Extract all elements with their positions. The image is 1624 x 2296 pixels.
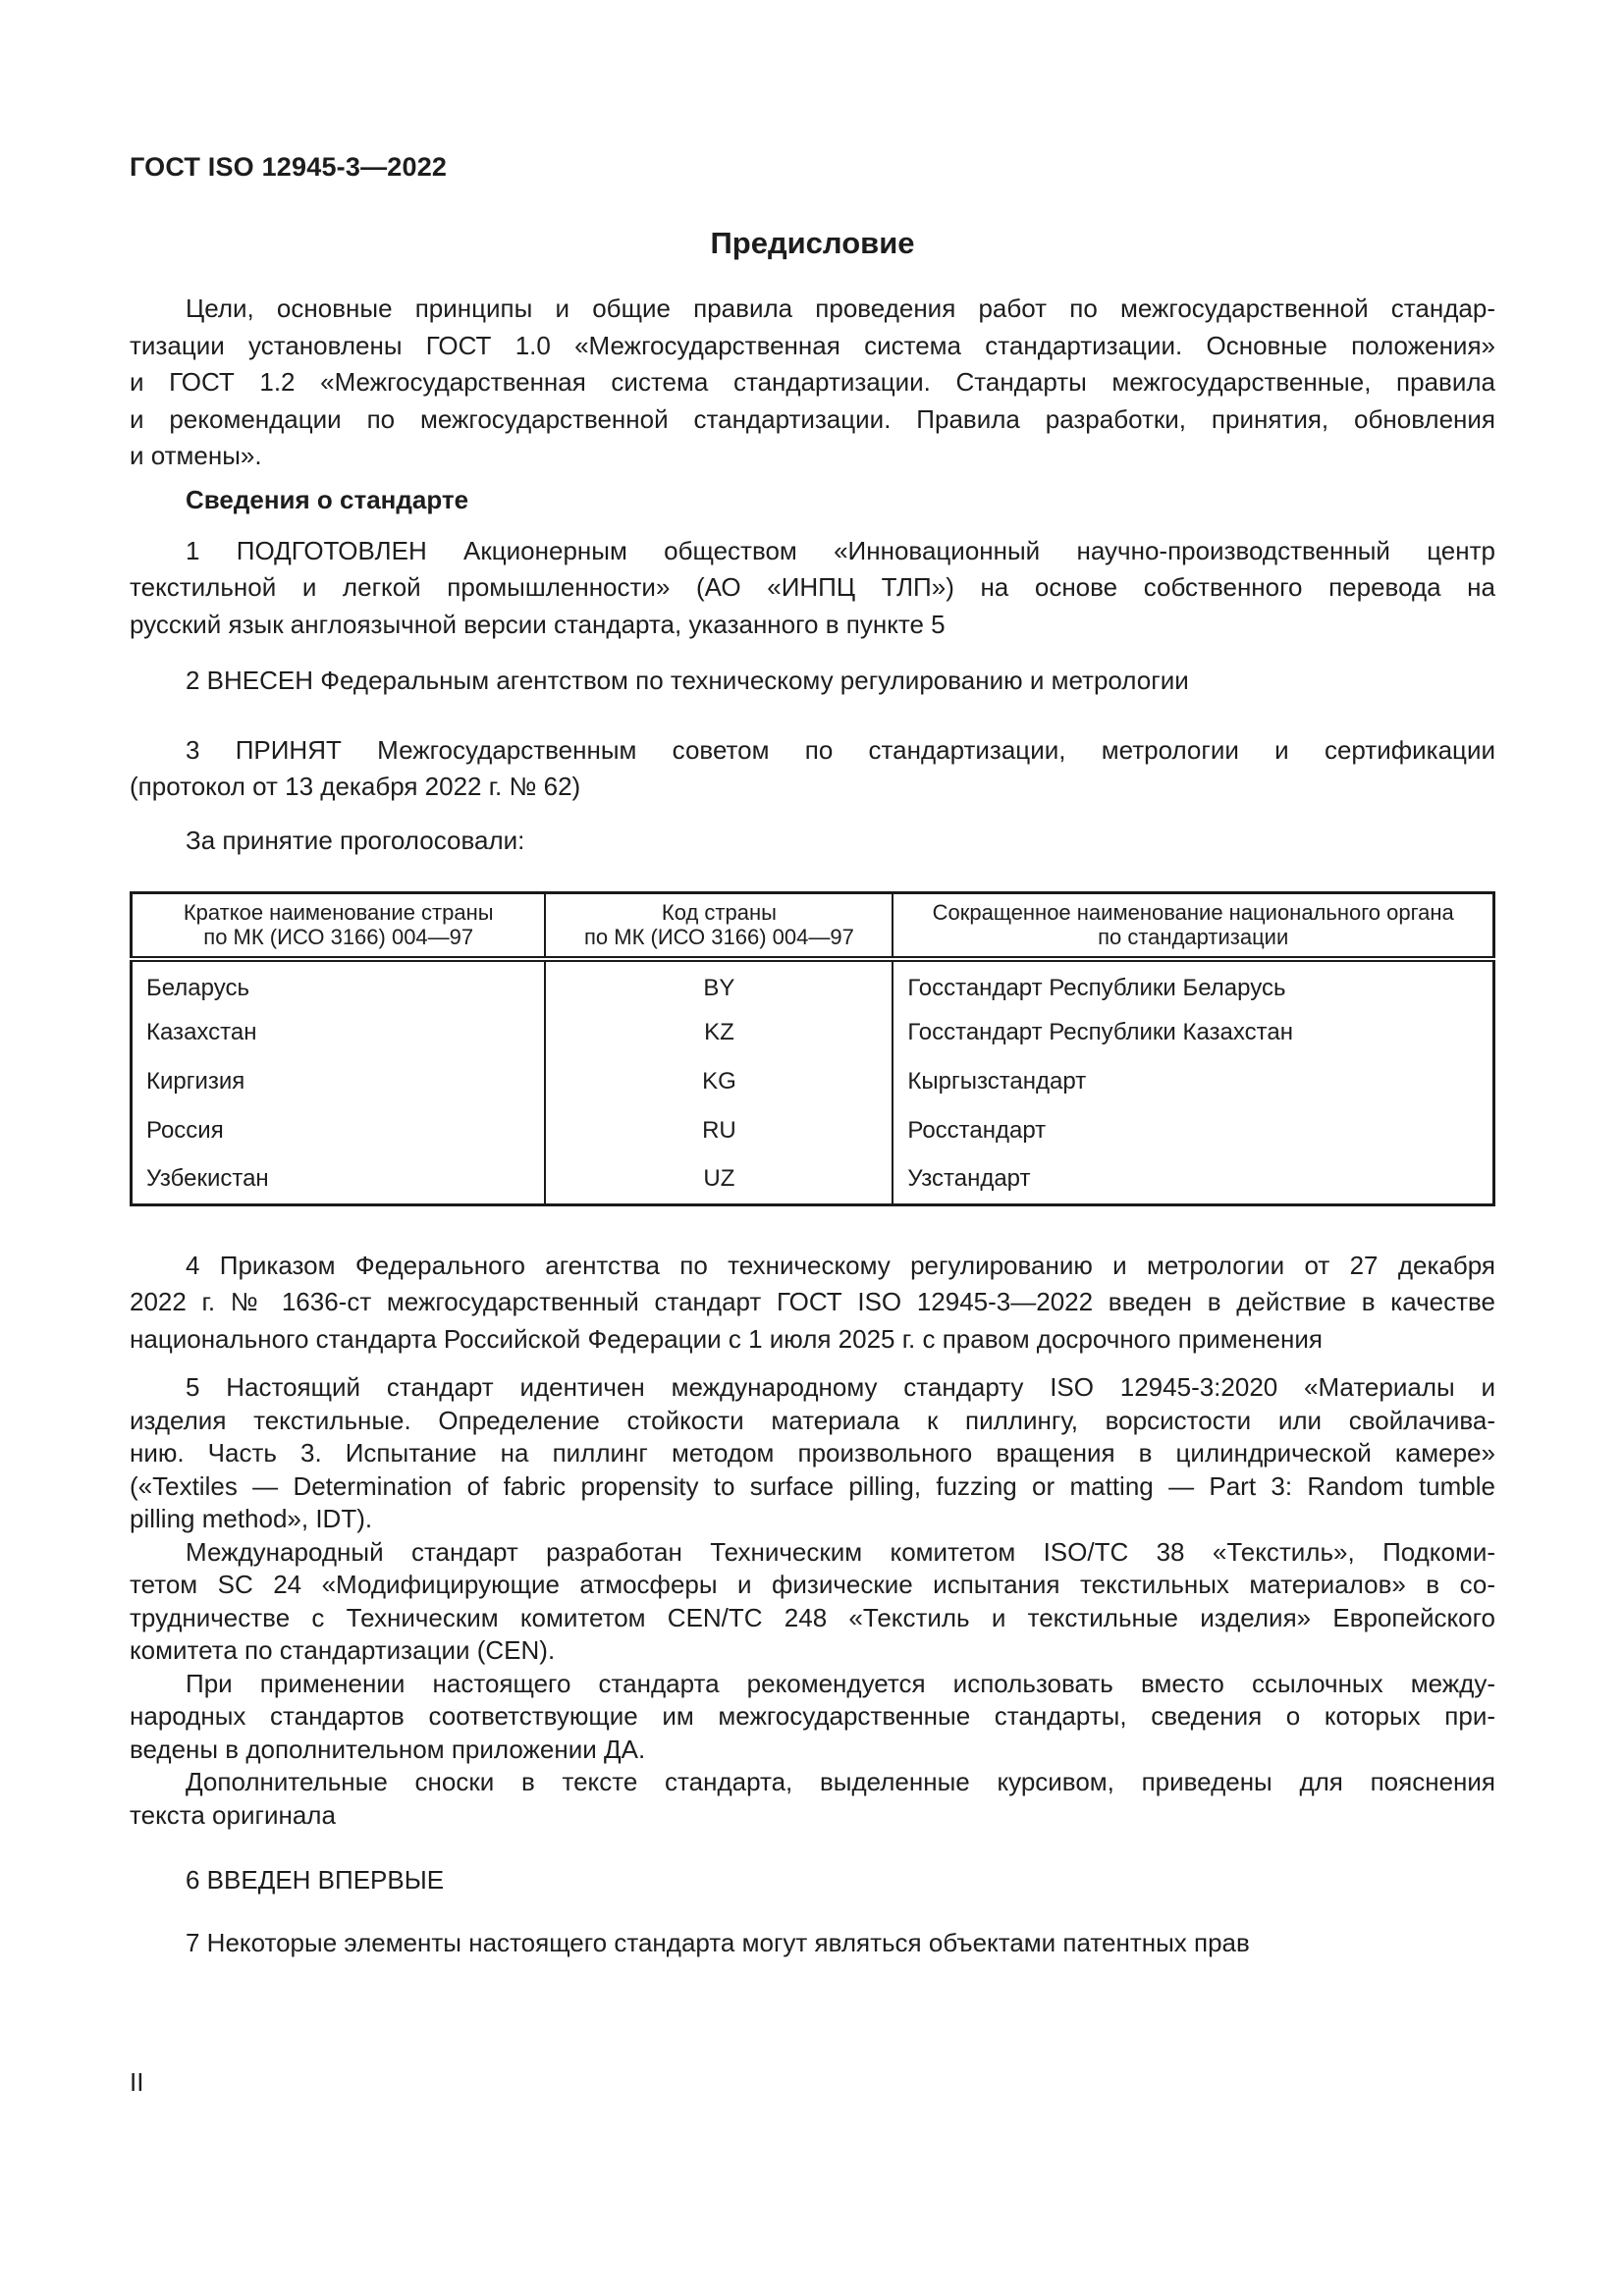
item-4-order bbox=[130, 1248, 1495, 1359]
page-number: II bbox=[130, 2067, 144, 2097]
header-line: по МК (ИСО 3166) 004—97 bbox=[203, 925, 474, 949]
item-2-submitted bbox=[130, 663, 1495, 700]
agency-cell: Кыргызстандарт bbox=[893, 1057, 1493, 1106]
voting-table-header bbox=[132, 893, 1494, 960]
vote-lead bbox=[130, 823, 1495, 860]
item-3-adopted bbox=[130, 732, 1495, 806]
text-line: Дополнительные сноски в тексте стандарта, выделенные курсивом, приведены для пояснения bbox=[186, 1767, 1495, 1796]
item-7-patent-rights bbox=[130, 1925, 1495, 1962]
agency-cell: Росстандарт bbox=[893, 1106, 1493, 1155]
voting-table bbox=[130, 891, 1495, 1206]
table-row bbox=[132, 1008, 1494, 1057]
text-line: ведены в дополнительном приложении ДА. bbox=[130, 1734, 646, 1764]
page-title: Предисловие bbox=[710, 226, 915, 260]
code-cell: BY bbox=[545, 959, 893, 1008]
code-cell: KG bbox=[545, 1057, 893, 1106]
page-content bbox=[130, 0, 1495, 1961]
country-cell: Узбекистан bbox=[132, 1155, 546, 1204]
code-cell: UZ bbox=[545, 1155, 893, 1204]
text-line: тизации установлены ГОСТ 1.0 «Межгосударственная система стандартизации. Основные положения» bbox=[130, 330, 1495, 360]
text-line: национального стандарта Российской Федерации с 1 июля 2025 г. с правом досрочного применения bbox=[130, 1323, 1323, 1354]
text-line: комитета по стандартизации (CEN). bbox=[130, 1635, 556, 1665]
table-row bbox=[132, 1155, 1494, 1204]
text-line: За принятие проголосовали: bbox=[186, 825, 525, 855]
header-line: Сокращенное наименование национального органа bbox=[932, 900, 1454, 925]
column-header-body bbox=[893, 893, 1493, 960]
text-line: 2022 г. № 1636-ст межгосударственный стандарт ГОСТ ISO 12945-3—2022 введен в действие в качестве bbox=[130, 1287, 1495, 1316]
text-line: текстильной и легкой промышленности» (АО «ИНПЦ ТЛП») на основе собственного перевода на bbox=[130, 572, 1495, 602]
agency-cell: Госстандарт Республики Казахстан bbox=[893, 1008, 1493, 1057]
text-line: Международный стандарт разработан Техническим комитетом ISO/TC 38 «Текстиль», Подкоми- bbox=[186, 1536, 1495, 1567]
text-line: 7 Некоторые элементы настоящего стандарта могут являться объектами патентных прав bbox=[186, 1927, 1250, 1957]
header-line: Краткое наименование страны bbox=[183, 900, 494, 925]
item-1-prepared bbox=[130, 533, 1495, 644]
item-6-first-introduced bbox=[130, 1862, 1495, 1899]
text-line: русский язык англоязычной версии стандарта, указанного в пункте 5 bbox=[130, 609, 946, 639]
text-line: изделия текстильные. Определение стойкости материала к пиллингу, ворсистости или свойлачива- bbox=[130, 1405, 1495, 1435]
text-line: и отмены». bbox=[130, 441, 262, 470]
text-line: нию. Часть 3. Испытание на пиллинг методом произвольного вращения в цилиндрической камере» bbox=[130, 1438, 1495, 1468]
table-row bbox=[132, 959, 1494, 1008]
document-code: ГОСТ ISO 12945-3—2022 bbox=[130, 152, 448, 182]
country-cell: Россия bbox=[132, 1106, 546, 1155]
header-line: по стандартизации bbox=[1098, 925, 1289, 949]
column-header-country bbox=[132, 893, 546, 960]
country-cell: Казахстан bbox=[132, 1008, 546, 1057]
agency-cell: Госстандарт Республики Беларусь bbox=[893, 959, 1493, 1008]
country-cell: Беларусь bbox=[132, 959, 546, 1008]
text-line: и рекомендации по межгосударственной стандартизации. Правила разработки, принятия, обновления bbox=[130, 403, 1495, 434]
text-line: 1 ПОДГОТОВЛЕН Акционерным обществом «Инновационный научно-производственный центр bbox=[186, 535, 1495, 565]
table-row bbox=[132, 1106, 1494, 1155]
agency-cell: Узстандарт bbox=[893, 1155, 1493, 1204]
text-line: («Textiles — Determination of fabric propensity to surface pilling, fuzzing or matting — Part 3: Random tumble bbox=[130, 1470, 1495, 1501]
text-line: При применении настоящего стандарта рекомендуется использовать вместо ссылочных между- bbox=[186, 1668, 1495, 1698]
standard-info-heading: Сведения о стандарте bbox=[186, 484, 469, 514]
text-line: 3 ПРИНЯТ Межгосударственным советом по стандартизации, метрологии и сертификации bbox=[186, 734, 1495, 765]
text-line: 6 ВВЕДЕН ВПЕРВЫЕ bbox=[186, 1865, 445, 1895]
item-5-identical bbox=[130, 1371, 1495, 1536]
text-line: Цели, основные принципы и общие правила проведения работ по межгосударственной стандар- bbox=[186, 294, 1495, 323]
text-line: тетом SC 24 «Модифицирующие атмосферы и физические испытания текстильных материалов» в со- bbox=[130, 1570, 1495, 1599]
text-line: и ГОСТ 1.2 «Межгосударственная система стандартизации. Стандарты межгосударственные, правила bbox=[130, 367, 1495, 397]
header-line: Код страны bbox=[661, 900, 777, 925]
paragraph-intro bbox=[130, 291, 1495, 475]
item-5-footnotes bbox=[130, 1766, 1495, 1832]
country-cell: Киргизия bbox=[132, 1057, 546, 1106]
item-5-committee bbox=[130, 1536, 1495, 1668]
text-line: трудничестве с Техническим комитетом CEN/TC 248 «Текстиль и текстильные изделия» Европейского bbox=[130, 1602, 1495, 1632]
text-line: (протокол от 13 декабря 2022 г. № 62) bbox=[130, 772, 581, 801]
text-line: 4 Приказом Федерального агентства по техническому регулированию и метрологии от 27 декабря bbox=[186, 1250, 1495, 1280]
table-row bbox=[132, 1057, 1494, 1106]
code-cell: RU bbox=[545, 1106, 893, 1155]
code-cell: KZ bbox=[545, 1008, 893, 1057]
header-line: по МК (ИСО 3166) 004—97 bbox=[583, 925, 854, 949]
text-line: народных стандартов соответствующие им межгосударственные стандарты, сведения о которых при- bbox=[130, 1701, 1495, 1731]
text-line: текста оригинала bbox=[130, 1799, 336, 1830]
text-line: pilling method», IDT). bbox=[130, 1504, 373, 1533]
item-5-application bbox=[130, 1668, 1495, 1767]
text-line: 2 ВНЕСЕН Федеральным агентством по техническому регулированию и метрологии bbox=[186, 666, 1189, 695]
text-line: 5 Настоящий стандарт идентичен международному стандарту ISO 12945-3:2020 «Материалы и bbox=[186, 1372, 1495, 1402]
column-header-code bbox=[545, 893, 893, 960]
